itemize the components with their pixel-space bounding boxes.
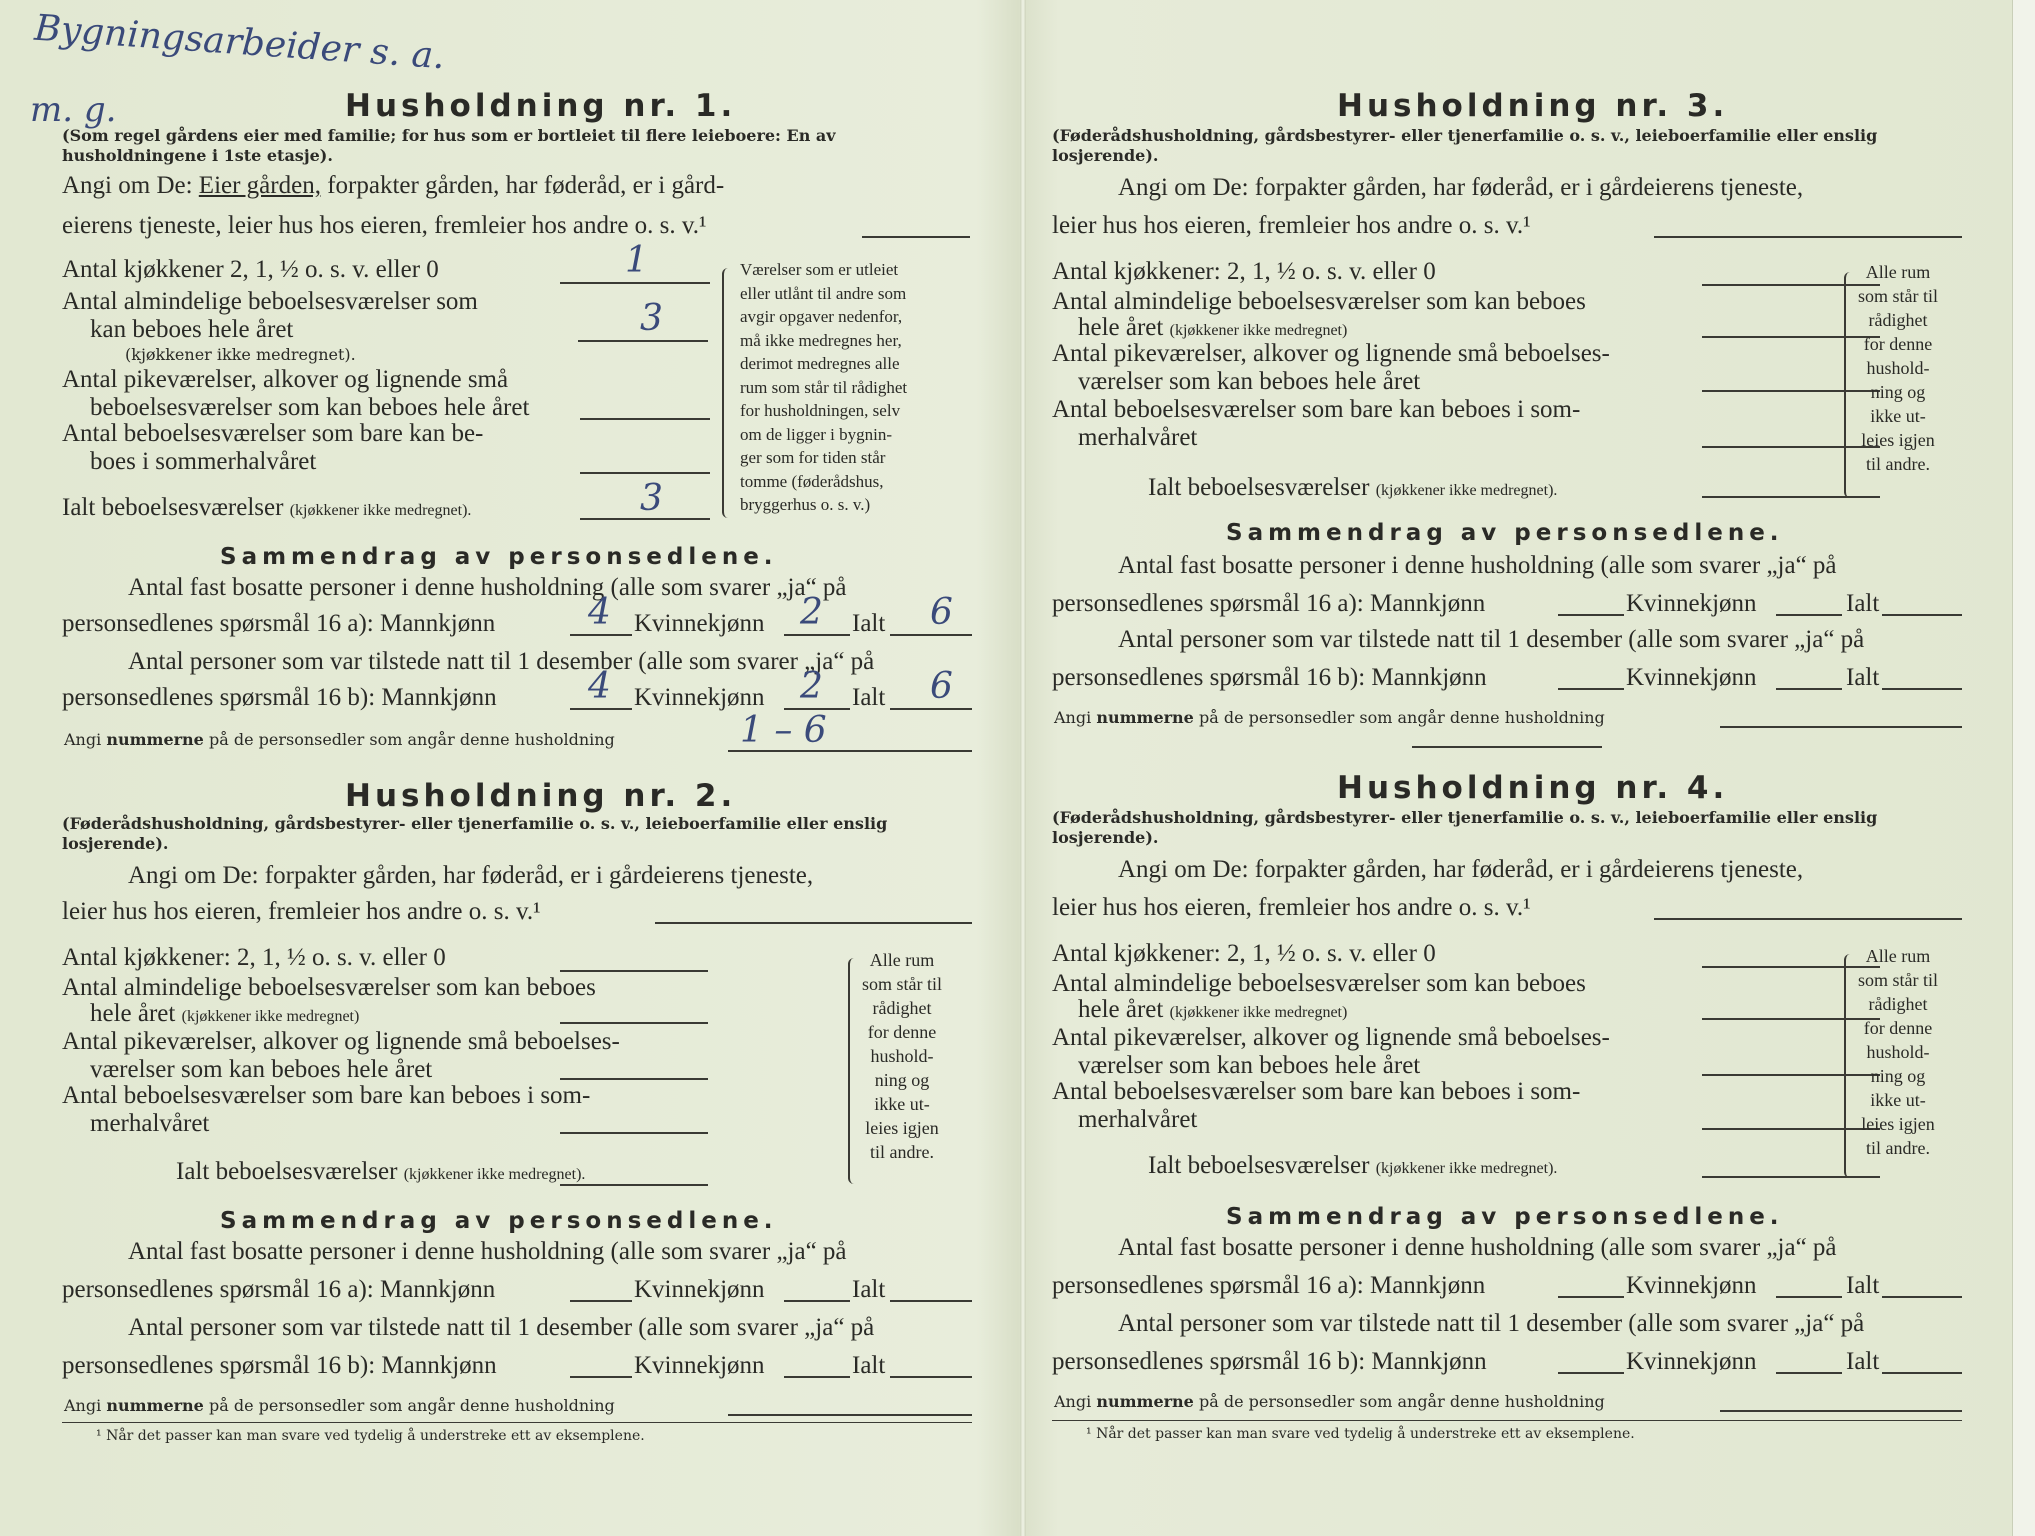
hh3-nummer-rest: på de personsedler som angår denne husholdning (1198, 708, 1605, 727)
hh3-til-line2: personsedlenes spørsmål 16 b): Mannkjønn (1052, 664, 1487, 691)
hh2-alm-small: (kjøkkener ikke medregnet) (181, 1008, 360, 1025)
hh2-sommer-line1: Antal beboelsesværelser som bare kan beboes i som- (62, 1082, 591, 1109)
right-footnote: ¹ Når det passer kan man svare ved tydelig å understreke ett av eksemplene. (1086, 1426, 1635, 1442)
hh3-note: (Føderådshusholdning, gårdsbestyrer- eller tjenerfamilie o. s. v., leieboerfamilie eller enslig losjerende). (1052, 126, 1878, 165)
hh2-til-ialt-label: Ialt (852, 1352, 886, 1379)
hh1-fast-label: personsedlenes spørsmål 16 a): Mannkjønn (62, 610, 496, 637)
hh4-ialt-label: Ialt beboelsesværelser (1148, 1152, 1370, 1179)
hh1-kjokken-value: 1 (625, 240, 648, 281)
hh3-fast-kvinne-label: Kvinnekjønn (1626, 590, 1757, 617)
left-page (0, 0, 953, 1536)
hh3-alm-small: (kjøkkener ikke medregnet) (1169, 322, 1348, 339)
hh1-til-ialt-label: Ialt (852, 684, 886, 711)
hh2-angi-line1: Angi om De: forpakter gården, har føderåd, er i gårdeierens tjeneste, (128, 862, 814, 889)
hh3-angi-line2: leier hus hos eieren, fremleier hos andre o. s. v.¹ (1052, 212, 1531, 239)
hh2-nummer-row (64, 1396, 615, 1415)
hh4-til-k-line (1776, 1372, 1842, 1374)
hh1-pike-line (580, 418, 710, 420)
hh1-fast-m-line (570, 634, 632, 636)
hh4-sum-title: Sammendrag av personsedlene. (1226, 1204, 1784, 1230)
left-footnote-rule (62, 1422, 972, 1423)
hh2-til-line2: personsedlenes spørsmål 16 b): Mannkjønn (62, 1352, 497, 1379)
hh1-fast-m-value: 4 (588, 592, 611, 633)
hh2-sommer-line (560, 1132, 708, 1134)
hh1-kjokken-label: Antal kjøkkener 2, 1, ½ o. s. v. eller 0 (62, 256, 439, 283)
hh1-til-line1: Antal personer som var tilstede natt til 1 desember (alle som svarer „ja“ på (128, 648, 875, 675)
hh4-til-ialt-label: Ialt (1846, 1348, 1880, 1375)
hh4-til-line2: personsedlenes spørsmål 16 b): Mannkjønn (1052, 1348, 1487, 1375)
hh1-fast-k-value: 2 (800, 592, 823, 633)
hh1-fast-k-line (784, 634, 850, 636)
hh1-angi-line1 (62, 172, 724, 200)
hh2-side-note: Alle rum som står til rådighet for denne hushold- ning og ikke ut- leies igjen til andre. (862, 950, 942, 1162)
hh2-fast-kvinne-label: Kvinnekjønn (634, 1276, 765, 1303)
hh4-fast-k-line (1776, 1296, 1842, 1298)
hh1-alm-value: 3 (640, 298, 663, 339)
hh3-nummer-bold: nummerne (1096, 708, 1194, 727)
hh3-til-ialt-label: Ialt (1846, 664, 1880, 691)
hh3-nummer-row (1054, 708, 1605, 727)
hh1-til-k-value: 2 (800, 666, 823, 707)
hh1-til-m-value: 4 (588, 666, 611, 707)
hh2-ialt-line (560, 1184, 708, 1186)
hh4-angi-line2: leier hus hos eieren, fremleier hos andre o. s. v.¹ (1052, 894, 1531, 921)
hh2-kjokken-line (560, 970, 708, 972)
hh2-nummer-rest: på de personsedler som angår denne husholdning (208, 1396, 615, 1415)
margin-note-line2: m. g. (30, 90, 117, 130)
hh3-alm-line1: Antal almindelige beboelsesværelser som kan beboes (1052, 288, 1586, 315)
hh1-nummer-prefix: Angi (64, 730, 102, 749)
hh3-til-i-line (1882, 688, 1962, 690)
hh1-til-i-line (890, 708, 972, 710)
hh1-ialt-row (62, 494, 471, 525)
hh3-alm-label: hele året (1078, 314, 1164, 341)
hh1-title: Husholdning nr. 1. (345, 88, 737, 124)
hh4-alm-line2 (1078, 996, 1347, 1027)
hh4-sommer-line2: merhalvåret (1078, 1106, 1198, 1133)
hh4-fast-line1: Antal fast bosatte personer i denne husholdning (alle som svarer „ja“ på (1118, 1234, 1837, 1261)
hh2-alm-line2 (90, 1000, 359, 1031)
paper-edge (2012, 0, 2035, 1536)
hh3-til-k-line (1776, 688, 1842, 690)
hh3-pike-line1: Antal pikeværelser, alkover og lignende små beboelses- (1052, 340, 1610, 367)
hh2-title: Husholdning nr. 2. (345, 778, 737, 814)
hh3-fast-ialt-label: Ialt (1846, 590, 1880, 617)
hh4-til-kvinne-label: Kvinnekjønn (1626, 1348, 1757, 1375)
hh3-nummer-prefix: Angi (1054, 708, 1092, 727)
hh2-til-i-line (890, 1376, 972, 1378)
hh2-alm-line (560, 1022, 708, 1024)
hh1-side-note: Værelser som er utleiet eller utlånt til andre som avgir opgaver nedenfor, må ikke medregnes her, derimot medregnes alle rum som står til rådighet for husholdningen, selv om de ligger i bygnin- ger som for tiden står tomme (føderådshus, bryggerhus o. s. v.) (740, 260, 908, 514)
hh2-angi-answer-line (655, 922, 972, 924)
hh2-til-m-line (570, 1376, 632, 1378)
hh3-fast-line1: Antal fast bosatte personer i denne husholdning (alle som svarer „ja“ på (1118, 552, 1837, 579)
hh1-kjokken-line (560, 282, 710, 284)
hh1-angi-line2: eierens tjeneste, leier hus hos eieren, fremleier hos andre o. s. v.¹ (62, 212, 707, 239)
hh3-til-m-line (1558, 688, 1624, 690)
hh1-ialt-small: (kjøkkener ikke medregnet). (289, 502, 472, 519)
hh4-brace (1844, 954, 1856, 1178)
hh1-alm-line2: kan beboes hele året (90, 316, 294, 343)
hh3-side-note: Alle rum som står til rådighet for denne hushold- ning og ikke ut- leies igjen til andre. (1858, 262, 1938, 474)
hh3-fast-m-line (1558, 614, 1624, 616)
hh2-ialt-label: Ialt beboelsesværelser (176, 1158, 398, 1185)
hh2-ialt-small: (kjøkkener ikke medregnet). (403, 1166, 586, 1183)
hh1-pike-line1: Antal pikeværelser, alkover og lignende små (62, 366, 509, 393)
hh4-nummer-bold: nummerne (1096, 1392, 1194, 1411)
hh1-ialt-label: Ialt beboelsesværelser (62, 494, 284, 521)
hh1-fast-line1: Antal fast bosatte personer i denne husholdning (alle som svarer „ja“ på (128, 574, 847, 601)
hh2-alm-label: hele året (90, 1000, 176, 1027)
hh3-til-line1: Antal personer som var tilstede natt til 1 desember (alle som svarer „ja“ på (1118, 626, 1865, 653)
hh4-til-line1: Antal personer som var tilstede natt til 1 desember (alle som svarer „ja“ på (1118, 1310, 1865, 1337)
hh4-ialt-small: (kjøkkener ikke medregnet). (1375, 1160, 1558, 1177)
hh3-fast-i-line (1882, 614, 1962, 616)
hh4-ialt-row (1148, 1152, 1557, 1183)
hh2-alm-line1: Antal almindelige beboelsesværelser som kan beboes (62, 974, 596, 1001)
hh4-nummer-row (1054, 1392, 1605, 1411)
hh4-nummer-rest: på de personsedler som angår denne husholdning (1198, 1392, 1605, 1411)
hh1-nummer-value: 1 – 6 (740, 710, 827, 751)
hh4-fast-ialt-label: Ialt (1846, 1272, 1880, 1299)
hh3-sum-title: Sammendrag av personsedlene. (1226, 520, 1784, 546)
hh2-til-k-line (784, 1376, 850, 1378)
hh2-nummer-line (728, 1414, 972, 1416)
hh1-til-kvinne-label: Kvinnekjønn (634, 684, 765, 711)
hh1-sommer-line1: Antal beboelsesværelser som bare kan be- (62, 420, 484, 447)
hh2-angi-line2: leier hus hos eieren, fremleier hos andre o. s. v.¹ (62, 898, 541, 925)
hh1-angi-rest: forpakter gården, har føderåd, er i gård- (327, 172, 725, 199)
hh4-angi-line1: Angi om De: forpakter gården, har føderåd, er i gårdeierens tjeneste, (1118, 856, 1804, 883)
hh4-kjokken-label: Antal kjøkkener: 2, 1, ½ o. s. v. eller 0 (1052, 940, 1436, 967)
hh3-nummer-line (1720, 726, 1962, 728)
hh3-til-kvinne-label: Kvinnekjønn (1626, 664, 1757, 691)
hh4-fast-kvinne-label: Kvinnekjønn (1626, 1272, 1757, 1299)
hh1-alm-small: (kjøkkener ikke medregnet). (125, 345, 356, 364)
hh2-pike-line2: værelser som kan beboes hele året (90, 1056, 433, 1083)
hh3-angi-answer-line (1654, 236, 1962, 238)
hh1-sommer-line (580, 472, 710, 474)
hh3-sommer-line1: Antal beboelsesværelser som bare kan beboes i som- (1052, 396, 1581, 423)
hh1-angi-answer-line (862, 236, 970, 238)
hh1-sommer-line2: boes i sommerhalvåret (90, 448, 317, 475)
section-divider (1412, 746, 1602, 748)
hh4-pike-line2: værelser som kan beboes hele året (1078, 1052, 1421, 1079)
hh2-sommer-line2: merhalvåret (90, 1110, 210, 1137)
hh2-pike-line (560, 1078, 708, 1080)
hh3-ialt-row (1148, 474, 1557, 505)
hh4-nummer-prefix: Angi (1054, 1392, 1092, 1411)
left-footnote: ¹ Når det passer kan man svare ved tydelig å understreke ett av eksemplene. (96, 1428, 645, 1444)
hh4-til-m-line (1558, 1372, 1624, 1374)
hh2-til-line1: Antal personer som var tilstede natt til 1 desember (alle som svarer „ja“ på (128, 1314, 875, 1341)
hh4-title: Husholdning nr. 4. (1337, 770, 1729, 806)
hh1-til-m-line (570, 708, 632, 710)
hh1-alm-line1: Antal almindelige beboelsesværelser som (62, 288, 478, 315)
hh4-fast-line2: personsedlenes spørsmål 16 a): Mannkjønn (1052, 1272, 1486, 1299)
hh1-nummer-rest: på de personsedler som angår denne husholdning (208, 730, 615, 749)
hh1-angi-prefix: Angi om De: (62, 172, 193, 199)
hh2-fast-m-line (570, 1300, 632, 1302)
hh4-alm-line1: Antal almindelige beboelsesværelser som kan beboes (1052, 970, 1586, 997)
right-footnote-rule (1052, 1420, 1962, 1421)
hh2-til-kvinne-label: Kvinnekjønn (634, 1352, 765, 1379)
hh2-fast-ialt-label: Ialt (852, 1276, 886, 1303)
hh3-sommer-line2: merhalvåret (1078, 424, 1198, 451)
hh1-nummer-row (64, 730, 615, 749)
hh2-nummer-bold: nummerne (106, 1396, 204, 1415)
hh3-title: Husholdning nr. 3. (1337, 88, 1729, 124)
hh4-side-note: Alle rum som står til rådighet for denne hushold- ning og ikke ut- leies igjen til andre. (1858, 946, 1938, 1158)
hh1-til-i-value: 6 (930, 666, 953, 707)
hh1-fast-i-line (890, 634, 972, 636)
hh3-brace (1844, 272, 1856, 498)
hh4-nummer-line (1720, 1410, 1962, 1412)
hh2-sum-title: Sammendrag av personsedlene. (220, 1208, 778, 1234)
hh3-ialt-label: Ialt beboelsesværelser (1148, 474, 1370, 501)
hh1-fast-kvinne-label: Kvinnekjønn (634, 610, 765, 637)
hh1-pike-line2: beboelsesværelser som kan beboes hele året (90, 394, 530, 421)
hh2-nummer-prefix: Angi (64, 1396, 102, 1415)
hh2-pike-line1: Antal pikeværelser, alkover og lignende små beboelses- (62, 1028, 620, 1055)
hh1-ialt-value: 3 (640, 478, 663, 519)
hh3-angi-line1: Angi om De: forpakter gården, har føderåd, er i gårdeierens tjeneste, (1118, 174, 1804, 201)
hh3-pike-line2: værelser som kan beboes hele året (1078, 368, 1421, 395)
hh4-fast-i-line (1882, 1296, 1962, 1298)
hh2-fast-line1: Antal fast bosatte personer i denne husholdning (alle som svarer „ja“ på (128, 1238, 847, 1265)
hh1-note: (Som regel gårdens eier med familie; for hus som er bortleiet til flere leieboere: En av husholdningene i 1ste etasje). (62, 126, 836, 165)
hh3-fast-k-line (1776, 614, 1842, 616)
hh4-sommer-line1: Antal beboelsesværelser som bare kan beboes i som- (1052, 1078, 1581, 1105)
hh3-kjokken-label: Antal kjøkkener: 2, 1, ½ o. s. v. eller 0 (1052, 258, 1436, 285)
hh1-til-line2: personsedlenes spørsmål 16 b): Mannkjønn (62, 684, 497, 711)
hh1-brace (722, 268, 734, 518)
hh4-angi-answer-line (1654, 918, 1962, 920)
hh2-ialt-row (176, 1158, 585, 1189)
margin-note-line1: Bygningsarbeider s. a. (33, 7, 446, 78)
hh3-ialt-small: (kjøkkener ikke medregnet). (1375, 482, 1558, 499)
hh2-brace (848, 958, 860, 1184)
hh2-fast-i-line (890, 1300, 972, 1302)
hh4-fast-m-line (1558, 1296, 1624, 1298)
hh2-fast-line2: personsedlenes spørsmål 16 a): Mannkjønn (62, 1276, 496, 1303)
hh2-kjokken-label: Antal kjøkkener: 2, 1, ½ o. s. v. eller 0 (62, 944, 446, 971)
hh2-fast-k-line (784, 1300, 850, 1302)
hh2-note: (Føderådshusholdning, gårdsbestyrer- eller tjenerfamilie o. s. v., leieboerfamilie eller enslig losjerende). (62, 814, 888, 853)
hh4-alm-small: (kjøkkener ikke medregnet) (1169, 1004, 1348, 1021)
hh1-nummer-bold: nummerne (106, 730, 204, 749)
hh1-fast-line2 (62, 610, 495, 638)
hh4-til-i-line (1882, 1372, 1962, 1374)
hh1-sum-title: Sammendrag av personsedlene. (220, 544, 778, 570)
page-fold (1020, 0, 1026, 1536)
hh4-note: (Føderådshusholdning, gårdsbestyrer- eller tjenerfamilie o. s. v., leieboerfamilie eller enslig losjerende). (1052, 808, 1878, 847)
hh3-fast-line2: personsedlenes spørsmål 16 a): Mannkjønn (1052, 590, 1486, 617)
hh4-pike-line1: Antal pikeværelser, alkover og lignende små beboelses- (1052, 1024, 1610, 1051)
right-page (1052, 0, 1952, 1536)
hh1-alm-line (578, 340, 708, 342)
hh1-fast-i-value: 6 (930, 592, 953, 633)
hh1-angi-eier: Eier gården, (198, 172, 321, 199)
hh1-fast-ialt-label: Ialt (852, 610, 886, 637)
hh4-alm-label: hele året (1078, 996, 1164, 1023)
